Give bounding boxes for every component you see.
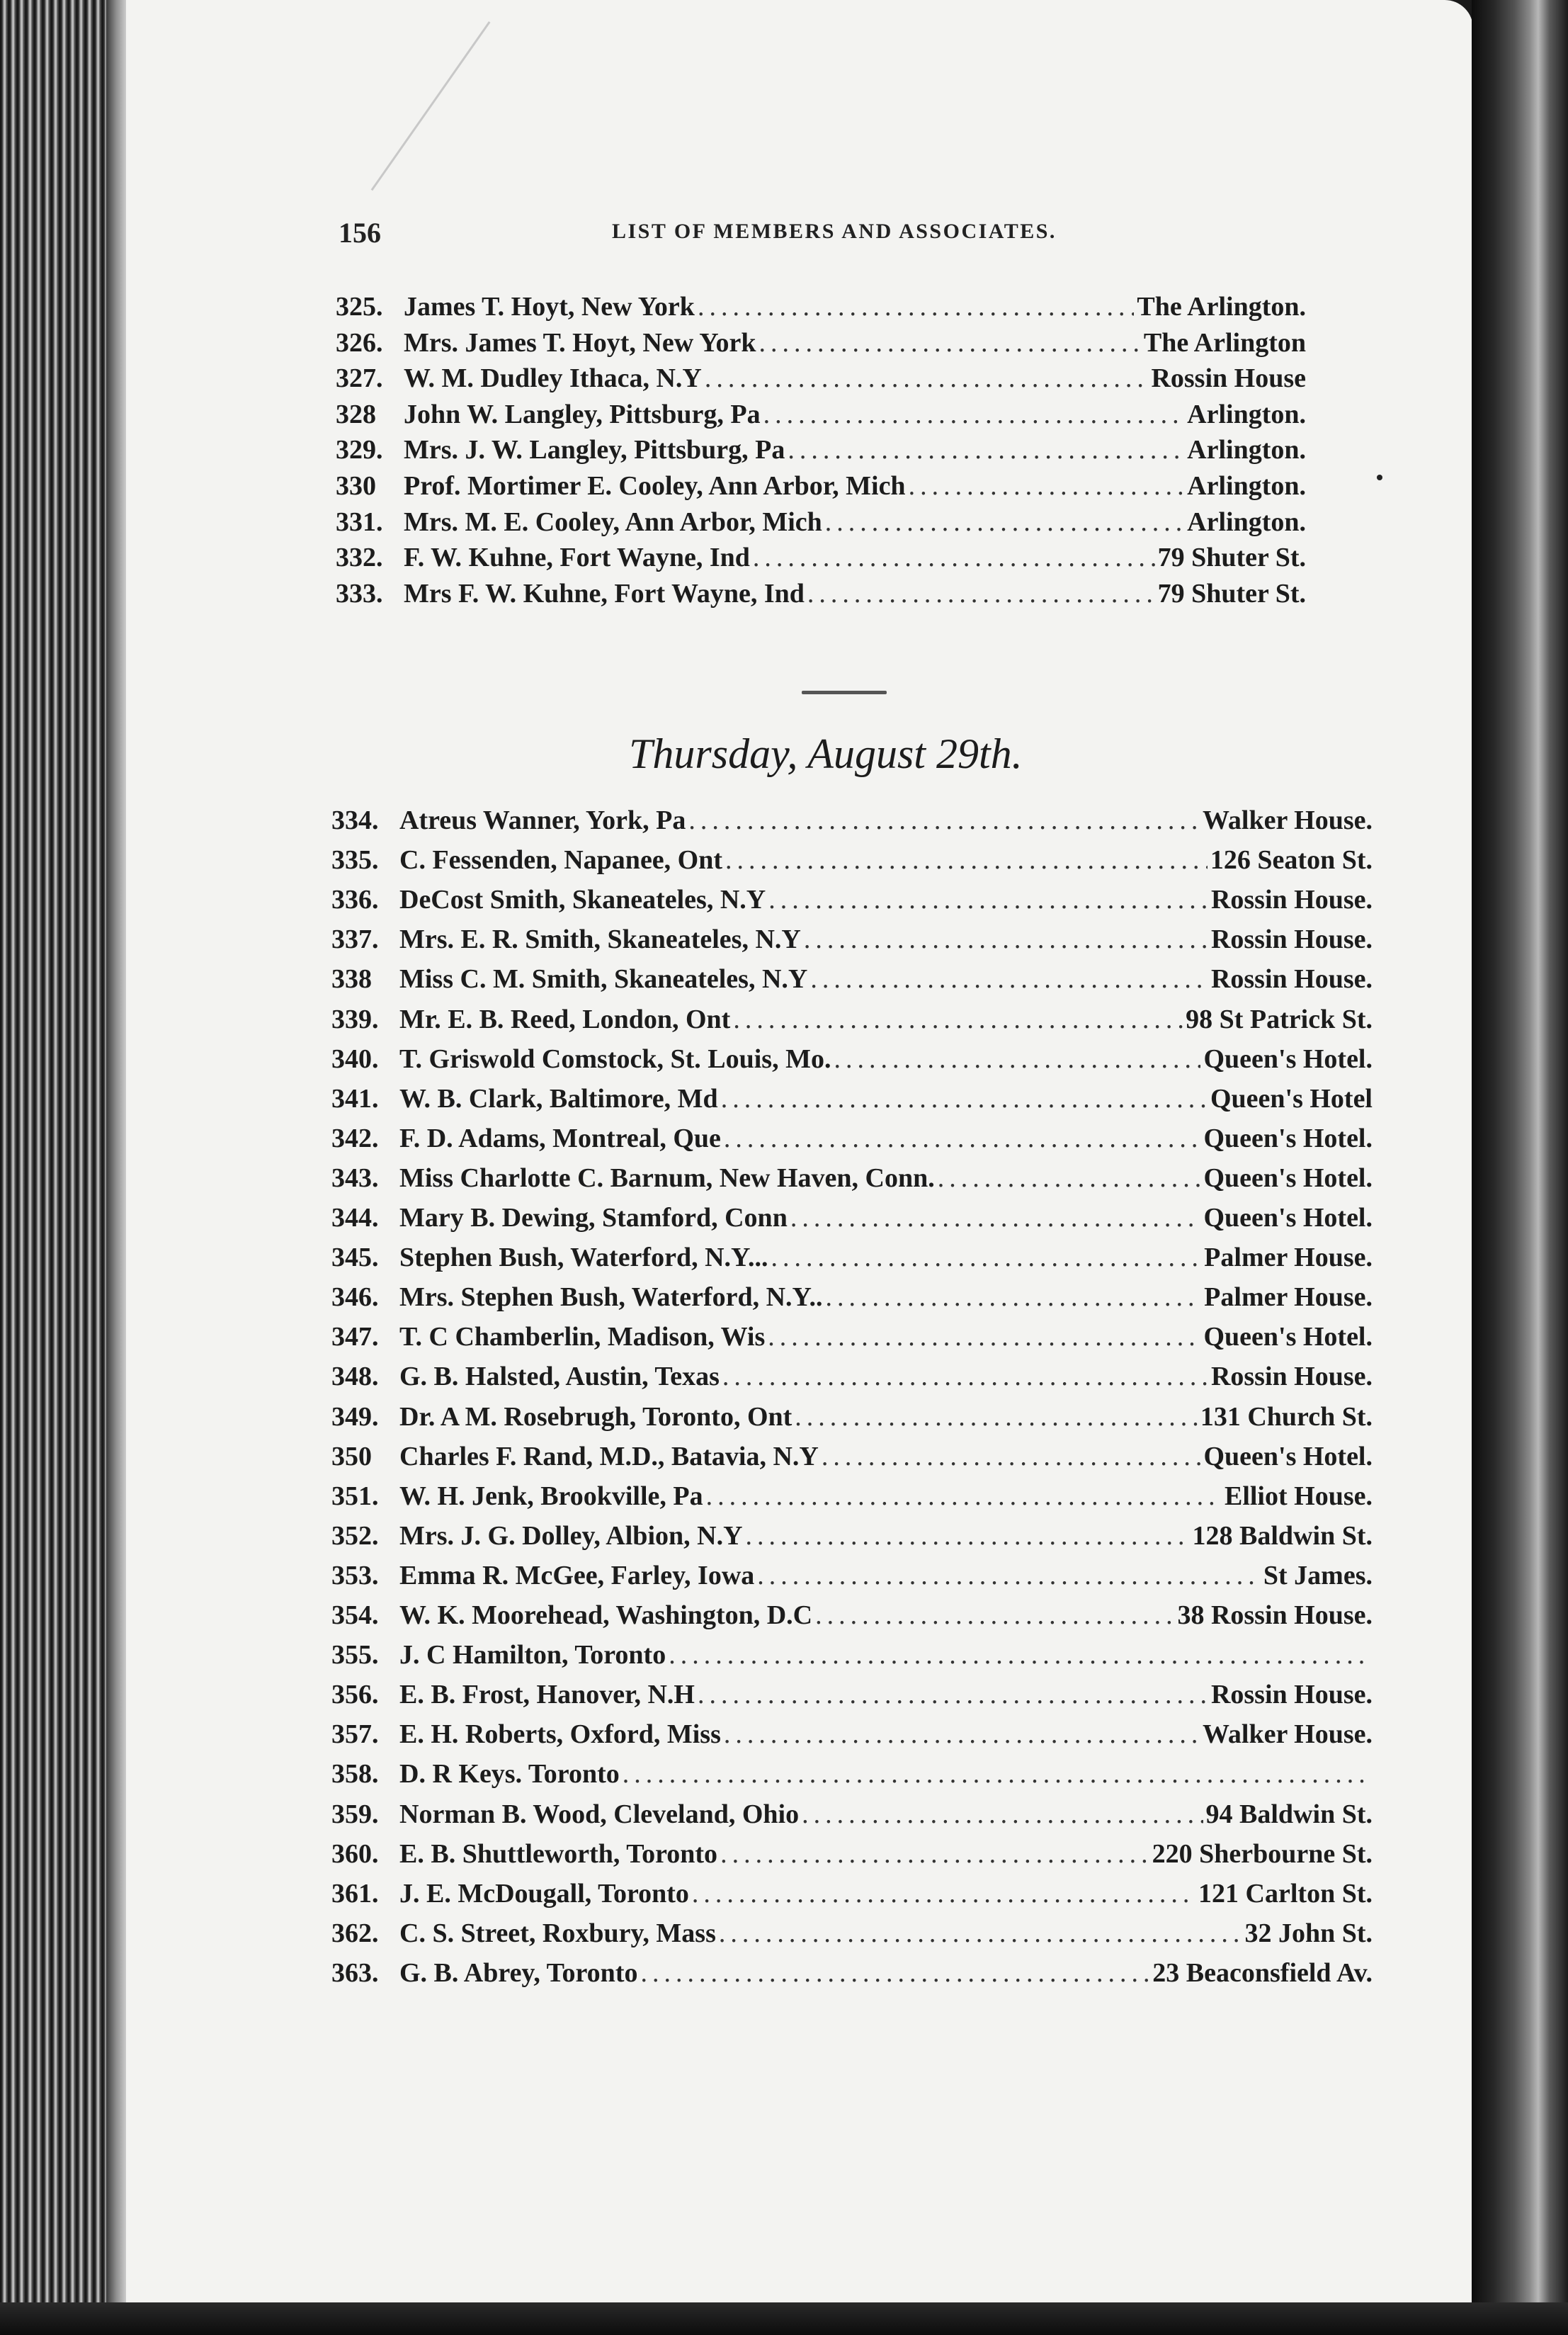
section-divider-rule xyxy=(802,691,887,694)
member-residence: Arlington. xyxy=(1187,471,1306,501)
member-entry xyxy=(336,289,1306,324)
member-entry xyxy=(331,1399,1373,1435)
dot-leader xyxy=(788,432,1184,468)
member-name: F. W. Kuhne, Fort Wayne, Ind xyxy=(404,543,750,573)
entry-number: 329. xyxy=(336,435,383,465)
member-entry xyxy=(331,803,1373,838)
member-name: E. B. Shuttleworth, Toronto xyxy=(399,1838,718,1869)
member-name: W. K. Moorehead, Washington, D.C xyxy=(399,1600,813,1630)
member-entry xyxy=(336,397,1306,432)
member-entry xyxy=(331,882,1373,917)
member-residence: 94 Baldwin St. xyxy=(1205,1799,1373,1829)
member-residence: Walker House. xyxy=(1203,805,1373,835)
entry-number: 337. xyxy=(331,925,379,955)
member-residence: 79 Shuter St. xyxy=(1157,578,1306,609)
member-name: Atreus Wanner, York, Pa xyxy=(399,805,686,835)
member-entry xyxy=(331,1319,1373,1355)
member-name: D. R Keys. Toronto xyxy=(399,1759,620,1790)
member-entry xyxy=(331,1797,1373,1832)
member-name: F. D. Adams, Montreal, Que xyxy=(399,1123,721,1153)
member-name: C. Fessenden, Napanee, Ont xyxy=(399,845,723,876)
member-entry xyxy=(331,922,1373,957)
member-entry xyxy=(331,1717,1373,1752)
member-name: Mrs. E. R. Smith, Skaneateles, N.Y xyxy=(399,925,801,955)
dot-leader xyxy=(810,961,1208,997)
dot-leader xyxy=(746,1518,1190,1554)
member-name: Mrs. J. G. Dolley, Albion, N.Y xyxy=(399,1520,743,1551)
member-residence: Palmer House. xyxy=(1204,1282,1373,1313)
member-name: Prof. Mortimer E. Cooley, Ann Arbor, Mich xyxy=(404,471,906,501)
entry-number: 327. xyxy=(336,363,383,394)
dot-leader xyxy=(790,1200,1201,1236)
member-residence: Rossin House. xyxy=(1210,925,1373,955)
entry-number: 354. xyxy=(331,1600,379,1630)
member-name: G. B. Halsted, Austin, Texas xyxy=(399,1362,720,1392)
member-name: J. C Hamilton, Toronto xyxy=(399,1640,666,1670)
member-entry xyxy=(331,1558,1373,1593)
member-entry xyxy=(331,1479,1373,1514)
member-residence: Elliot House. xyxy=(1224,1481,1373,1511)
entry-number: 361. xyxy=(331,1878,379,1909)
member-entry xyxy=(336,432,1306,468)
page-number: 156 xyxy=(339,217,381,249)
entry-number: 355. xyxy=(331,1640,379,1670)
entry-number: 333. xyxy=(336,578,383,609)
member-name: Miss C. M. Smith, Skaneateles, N.Y xyxy=(399,964,808,995)
entry-number: 344. xyxy=(331,1203,379,1233)
member-name: James T. Hoyt, New York xyxy=(404,292,695,322)
entry-number: 336. xyxy=(331,885,379,915)
entry-number: 343. xyxy=(331,1163,379,1193)
member-entry xyxy=(331,1200,1373,1236)
member-residence: Arlington. xyxy=(1187,435,1306,465)
entry-number: 331. xyxy=(336,507,383,537)
member-residence: Arlington. xyxy=(1187,399,1306,429)
dot-leader xyxy=(822,1439,1201,1474)
dot-leader xyxy=(802,1797,1203,1832)
member-entry xyxy=(331,1002,1373,1037)
scan-bottom-border xyxy=(0,2302,1568,2335)
member-name: Mr. E. B. Reed, London, Ont xyxy=(399,1004,731,1034)
member-name: Mrs. Stephen Bush, Waterford, N.Y.. xyxy=(399,1282,823,1313)
dot-leader xyxy=(757,1558,1261,1593)
member-name: John W. Langley, Pittsburg, Pa xyxy=(404,399,761,429)
entry-number: 332. xyxy=(336,543,383,573)
dot-leader xyxy=(834,1041,1200,1077)
member-name: Miss Charlotte C. Barnum, New Haven, Conn. xyxy=(399,1163,935,1193)
member-residence: Queen's Hotel. xyxy=(1203,1203,1373,1233)
member-residence: 128 Baldwin St. xyxy=(1192,1520,1373,1551)
member-name: W. B. Clark, Baltimore, Md xyxy=(399,1083,718,1114)
dot-leader xyxy=(698,1677,1208,1712)
entry-number: 340. xyxy=(331,1044,379,1074)
member-name: Stephen Bush, Waterford, N.Y... xyxy=(399,1243,768,1273)
member-name: J. E. McDougall, Toronto xyxy=(399,1878,689,1909)
dot-leader xyxy=(698,289,1134,324)
member-residence: Rossin House. xyxy=(1210,1680,1373,1710)
dot-leader xyxy=(768,882,1208,917)
member-name: Mrs. J. W. Langley, Pittsburg, Pa xyxy=(404,435,785,465)
member-name: Dr. A M. Rosebrugh, Toronto, Ont xyxy=(399,1401,792,1432)
dot-leader xyxy=(938,1160,1201,1196)
book-page-edges-left xyxy=(0,0,124,2335)
dot-leader xyxy=(771,1240,1201,1275)
dot-leader xyxy=(825,504,1184,540)
member-name: Mrs F. W. Kuhne, Fort Wayne, Ind xyxy=(404,578,805,609)
member-name: Norman B. Wood, Cleveland, Ohio xyxy=(399,1799,800,1829)
member-entry xyxy=(336,540,1306,575)
member-name: G. B. Abrey, Toronto xyxy=(399,1957,638,1988)
member-residence: Arlington. xyxy=(1187,507,1306,537)
entry-number: 342. xyxy=(331,1123,379,1153)
member-entry xyxy=(331,1955,1373,1991)
member-name: C. S. Street, Roxbury, Mass xyxy=(399,1918,716,1948)
dot-leader xyxy=(725,842,1208,878)
member-residence: Queen's Hotel. xyxy=(1203,1044,1373,1074)
entry-number: 359. xyxy=(331,1799,379,1829)
entry-number: 353. xyxy=(331,1560,379,1590)
member-entry xyxy=(331,1279,1373,1315)
member-entry xyxy=(336,361,1306,396)
dot-leader xyxy=(623,1756,1370,1792)
running-title: LIST OF MEMBERS AND ASSOCIATES. xyxy=(612,220,1057,243)
entry-number: 362. xyxy=(331,1918,379,1948)
entry-number: 346. xyxy=(331,1282,379,1313)
dot-leader xyxy=(706,1479,1222,1514)
member-name: Charles F. Rand, M.D., Batavia, N.Y xyxy=(399,1441,819,1471)
member-name: E. B. Frost, Hanover, N.H xyxy=(399,1680,695,1710)
dot-leader xyxy=(768,1319,1200,1355)
member-entry xyxy=(331,1916,1373,1951)
dot-leader xyxy=(692,1876,1195,1911)
member-residence: 126 Seaton St. xyxy=(1210,845,1373,876)
member-residence: 32 John St. xyxy=(1244,1918,1373,1948)
member-entry xyxy=(331,1637,1373,1673)
member-residence: Palmer House. xyxy=(1204,1243,1373,1273)
member-residence: Rossin House. xyxy=(1210,964,1373,995)
member-residence: Queen's Hotel. xyxy=(1203,1163,1373,1193)
dot-leader xyxy=(720,1836,1149,1872)
dot-leader xyxy=(640,1955,1149,1991)
dot-leader xyxy=(804,922,1208,957)
dot-leader xyxy=(795,1399,1198,1435)
dot-leader xyxy=(753,540,1155,575)
entry-number: 356. xyxy=(331,1680,379,1710)
member-residence: Queen's Hotel. xyxy=(1203,1123,1373,1153)
member-residence: Rossin House xyxy=(1151,363,1306,394)
member-name: Mrs. M. E. Cooley, Ann Arbor, Mich xyxy=(404,507,822,537)
entry-number: 352. xyxy=(331,1520,379,1551)
section-heading: Thursday, August 29th. xyxy=(629,730,1023,777)
entry-number: 349. xyxy=(331,1401,379,1432)
entry-number: 338 xyxy=(331,964,372,995)
entry-number: 339. xyxy=(331,1004,379,1034)
entry-number: 325. xyxy=(336,292,383,322)
member-entry xyxy=(331,1876,1373,1911)
member-residence: Rossin House. xyxy=(1210,1362,1373,1392)
dot-leader xyxy=(669,1637,1370,1673)
entry-number: 351. xyxy=(331,1481,379,1511)
member-residence: Rossin House. xyxy=(1210,885,1373,915)
member-name: W. M. Dudley Ithaca, N.Y xyxy=(404,363,702,394)
entry-number: 348. xyxy=(331,1362,379,1392)
dot-leader xyxy=(807,576,1155,611)
dot-leader xyxy=(815,1598,1174,1633)
entry-number: 358. xyxy=(331,1759,379,1790)
member-residence: St James. xyxy=(1263,1560,1373,1590)
member-entry xyxy=(331,1359,1373,1394)
member-name: Mary B. Dewing, Stamford, Conn xyxy=(399,1203,788,1233)
member-entry xyxy=(331,1836,1373,1872)
entry-number: 330 xyxy=(336,471,376,501)
member-residence: Walker House. xyxy=(1203,1719,1373,1750)
entry-number: 341. xyxy=(331,1083,379,1114)
member-residence: 220 Sherbourne St. xyxy=(1152,1838,1373,1869)
member-residence: Queen's Hotel xyxy=(1210,1083,1373,1114)
member-residence: Queen's Hotel. xyxy=(1203,1322,1373,1352)
dot-leader xyxy=(763,397,1185,432)
book-page-edges-right xyxy=(1472,0,1568,2335)
member-entry xyxy=(331,1677,1373,1712)
member-entry xyxy=(331,1081,1373,1116)
entry-number: 345. xyxy=(331,1243,379,1273)
member-entry xyxy=(336,576,1306,611)
entry-number: 363. xyxy=(331,1957,379,1988)
member-entry xyxy=(331,1121,1373,1156)
entry-number: 335. xyxy=(331,845,379,876)
dot-leader xyxy=(688,803,1200,838)
member-name: W. H. Jenk, Brookville, Pa xyxy=(399,1481,703,1511)
member-entry xyxy=(336,504,1306,540)
entry-number: 328 xyxy=(336,399,376,429)
entry-number: 334. xyxy=(331,805,379,835)
member-name: E. H. Roberts, Oxford, Miss xyxy=(399,1719,721,1750)
member-entry xyxy=(331,961,1373,997)
dot-leader xyxy=(733,1002,1183,1037)
member-entry xyxy=(331,1041,1373,1077)
member-entry xyxy=(336,468,1306,504)
member-residence: Queen's Hotel. xyxy=(1203,1441,1373,1471)
ink-speck xyxy=(1377,475,1382,480)
member-residence: 131 Church St. xyxy=(1200,1401,1373,1432)
member-residence: The Arlington. xyxy=(1137,292,1306,322)
entry-number: 326. xyxy=(336,327,383,358)
dot-leader xyxy=(724,1121,1201,1156)
member-entry xyxy=(331,1598,1373,1633)
member-entry xyxy=(331,1160,1373,1196)
dot-leader xyxy=(724,1717,1200,1752)
dot-leader xyxy=(826,1279,1202,1315)
dot-leader xyxy=(705,361,1149,396)
member-residence: The Arlington xyxy=(1143,327,1306,358)
member-entry xyxy=(331,1756,1373,1792)
member-entry xyxy=(331,1439,1373,1474)
entry-number: 360. xyxy=(331,1838,379,1869)
member-residence: 38 Rossin House. xyxy=(1177,1600,1373,1630)
dot-leader xyxy=(719,1916,1242,1951)
member-entry xyxy=(336,325,1306,361)
dot-leader xyxy=(721,1081,1208,1116)
member-residence: 98 St Patrick St. xyxy=(1186,1004,1373,1034)
member-residence: 23 Beaconsfield Av. xyxy=(1152,1957,1373,1988)
member-residence: 79 Shuter St. xyxy=(1157,543,1306,573)
member-entry xyxy=(331,1240,1373,1275)
dot-leader xyxy=(909,468,1185,504)
member-residence: 121 Carlton St. xyxy=(1198,1878,1373,1909)
member-entry xyxy=(331,842,1373,878)
entry-number: 350 xyxy=(331,1441,372,1471)
entry-number: 347. xyxy=(331,1322,379,1352)
member-name: T. Griswold Comstock, St. Louis, Mo. xyxy=(399,1044,831,1074)
member-entry xyxy=(331,1518,1373,1554)
dot-leader xyxy=(722,1359,1208,1394)
member-name: T. C Chamberlin, Madison, Wis xyxy=(399,1322,766,1352)
dot-leader xyxy=(759,325,1140,361)
entry-number: 357. xyxy=(331,1719,379,1750)
member-name: Mrs. James T. Hoyt, New York xyxy=(404,327,756,358)
member-name: DeCost Smith, Skaneateles, N.Y xyxy=(399,885,766,915)
member-name: Emma R. McGee, Farley, Iowa xyxy=(399,1560,755,1590)
